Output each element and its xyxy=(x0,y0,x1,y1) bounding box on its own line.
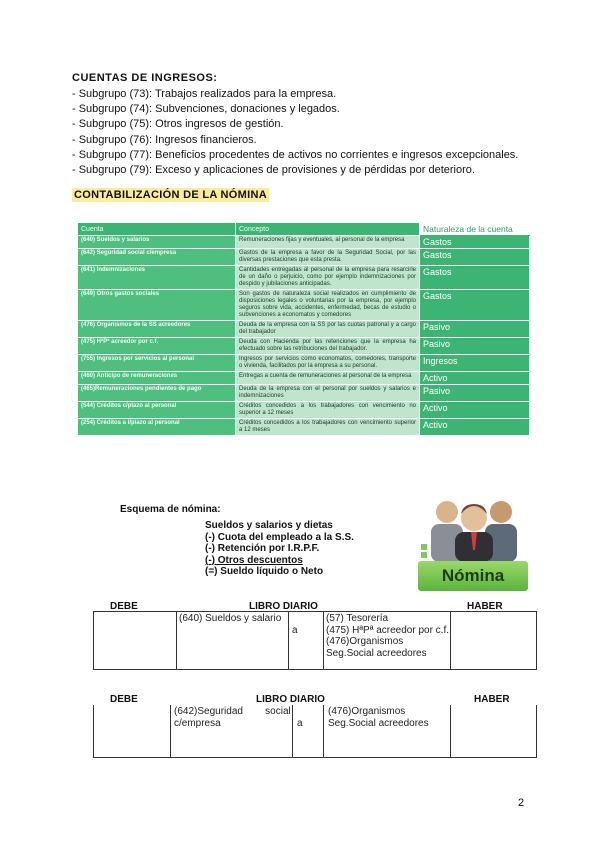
libro1-haber: HABER xyxy=(467,601,503,612)
list-item: - Subgrupo (76): Ingresos financieros. xyxy=(72,133,257,146)
people-icon xyxy=(417,492,529,562)
cell-concepto: Son gastos de naturaleza social realizados en cumplimiento de disposiciones legales o voluntarias por la empresa, por ejemplo seguros sobre vida, accidentes, enfermedad, becas de estudio o subvenciones a economatos y comedores xyxy=(236,290,420,321)
cell-naturaleza: Gastos xyxy=(420,266,530,290)
table-row xyxy=(78,236,530,249)
credit-line: Seg.Social acreedores xyxy=(328,717,429,729)
libro1-divider xyxy=(323,612,324,669)
header-naturaleza: Naturaleza de la cuenta xyxy=(420,223,530,236)
cell-cuenta: (649) Otros gastos sociales xyxy=(78,290,236,321)
libro2-divider xyxy=(323,705,324,758)
table-row xyxy=(78,385,530,402)
table-row xyxy=(78,266,530,290)
cell-cuenta: (642) Seguridad social c/empresa xyxy=(78,249,236,266)
nomina-label: Nómina xyxy=(418,561,528,591)
esquema-title: Esquema de nómina: xyxy=(120,504,221,515)
cell-cuenta: (465)Remuneraciones pendientes de pago xyxy=(78,385,236,402)
cell-naturaleza: Pasivo xyxy=(420,321,530,338)
credit-line: (475) HªPª acreedor por c.f. xyxy=(326,624,450,636)
cell-naturaleza: Ingresos xyxy=(420,355,530,372)
libro1-debit-account: (640) Sueldos y salario xyxy=(179,613,282,624)
debit-line: c/empresa xyxy=(174,717,221,729)
esquema-line: Sueldos y salarios y dietas xyxy=(205,520,333,531)
libro1-credit xyxy=(326,613,449,659)
esquema-list xyxy=(205,520,354,578)
cell-concepto: Gastos de la empresa a favor de la Seguridad Social, por las diversas prestaciones que esta presta. xyxy=(236,249,420,266)
list-item: - Subgrupo (75): Otros ingresos de gestión. xyxy=(72,118,284,131)
cell-cuenta: (755) Ingresos por servicios al personal xyxy=(78,355,236,372)
cell-concepto: Deuda de la empresa con la SS por las cuotas patronal y a cargo del trabajador xyxy=(236,321,420,338)
table-row xyxy=(78,355,530,372)
ingresos-title: CUENTAS DE INGRESOS: xyxy=(72,72,218,84)
libro2-divider xyxy=(450,705,451,758)
esquema-line: (-) Otros descuentos xyxy=(205,554,303,566)
esquema-line: (-) Cuota del empleado a la S.S. xyxy=(205,531,354,543)
cell-naturaleza: Gastos xyxy=(420,249,530,266)
cell-naturaleza: Activo xyxy=(420,372,530,385)
cell-naturaleza: Gastos xyxy=(420,290,530,321)
accounts-table xyxy=(77,222,530,436)
cell-naturaleza: Activo xyxy=(420,419,530,436)
libro2-box xyxy=(93,705,537,758)
libro2-debit xyxy=(174,706,290,729)
cell-cuenta: (476) Organismos de la SS acreedores xyxy=(78,321,236,338)
list-item: - Subgrupo (77): Beneficios procedentes de activos no corrientes e ingresos excepcionales. xyxy=(72,148,519,161)
header-cuenta: Cuenta xyxy=(78,223,236,236)
credit-line: Seg.Social acreedores xyxy=(326,647,427,659)
libro2-haber: HABER xyxy=(474,694,510,705)
cell-concepto: Deuda con Hacienda por las retenciones que la empresa ha efectuado sobre las retribuciones del trabajador. xyxy=(236,338,420,355)
list-item: - Subgrupo (74): Subvenciones, donaciones y legados. xyxy=(72,103,340,116)
libro1-divider xyxy=(288,612,289,669)
cell-naturaleza: Pasivo xyxy=(420,385,530,402)
libro1-divider xyxy=(450,612,451,669)
cell-concepto: Deuda de la empresa con el personal por sueldos y salarios e indemnizaciones xyxy=(236,385,420,402)
cell-naturaleza: Pasivo xyxy=(420,338,530,355)
esquema-line: (=) Sueldo líquido o Neto xyxy=(205,566,324,577)
contabilizacion-heading: CONTABILIZACIÓN DE LA NÓMINA xyxy=(74,189,267,201)
credit-line: (476)Organismos xyxy=(328,706,406,717)
libro2-debe: DEBE xyxy=(110,694,138,705)
libro1-divider xyxy=(176,612,177,669)
cell-cuenta: (475) HªPª acreedor por c.f. xyxy=(78,338,236,355)
libro1-a: a xyxy=(292,625,298,636)
cell-concepto: Remuneraciones fijas y eventuales, al personal de la empresa xyxy=(236,236,420,249)
cell-cuenta: (640) Sueldos y salarios xyxy=(78,236,236,249)
cell-naturaleza: Gastos xyxy=(420,236,530,249)
cell-concepto: Créditos concedidos a los trabajadores con vencimiento superior a 12 meses xyxy=(236,419,420,436)
cell-cuenta: (254) Créditos a l/plazo al personal xyxy=(78,419,236,436)
debit-line: (642)Seguridad social xyxy=(174,706,291,717)
credit-line: (476)Organismos xyxy=(326,636,404,647)
table-row xyxy=(78,402,530,419)
cell-cuenta: (544) Créditos c/plazo al personal xyxy=(78,402,236,419)
libro1-debe: DEBE xyxy=(110,601,138,612)
table-row xyxy=(78,290,530,321)
libro2-divider xyxy=(292,705,293,758)
header-concepto: Concepto xyxy=(236,223,420,236)
list-item: - Subgrupo (79): Exceso y aplicaciones de provisiones y de pérdidas por deterioro. xyxy=(72,164,475,177)
table-row xyxy=(78,338,530,355)
cell-cuenta: (460) Anticipo de remuneraciones xyxy=(78,372,236,385)
cell-concepto: Créditos concedidos a los trabajadores con vencimiento no superior a 12 meses xyxy=(236,402,420,419)
table-row xyxy=(78,419,530,436)
cell-naturaleza: Activo xyxy=(420,402,530,419)
credit-line: (57) Tesorería xyxy=(326,613,389,624)
cell-concepto: Entregas a cuenta de remuneraciones al personal de la empresa xyxy=(236,372,420,385)
cell-concepto: Cantidades entregadas al personal de la empresa para resarcirle de un daño o perjuicio, como por ejemplo indemnizaciones por despido y jubilaciones anticipadas. xyxy=(236,266,420,290)
libro2-title: LIBRO DIARIO xyxy=(256,694,325,705)
libro1-box xyxy=(93,611,537,670)
cell-concepto: Ingresos por servicios como economatos, comedores, transporte o vivienda, facilitados por la empresa a su personal. xyxy=(236,355,420,372)
page-number: 2 xyxy=(518,797,525,809)
libro2-a: a xyxy=(297,718,303,729)
cell-cuenta: (641) Indemnizaciones xyxy=(78,266,236,290)
table-row xyxy=(78,372,530,385)
libro2-divider xyxy=(170,705,171,758)
list-item: - Subgrupo (73): Trabajos realizados para la empresa. xyxy=(72,88,337,100)
esquema-line: (-) Retención por I.R.P.F. xyxy=(205,543,320,554)
table-row xyxy=(78,249,530,266)
libro2-credit xyxy=(328,706,429,729)
ingresos-list xyxy=(72,87,518,178)
libro1-title: LIBRO DIARIO xyxy=(249,601,318,612)
table-row xyxy=(78,321,530,338)
